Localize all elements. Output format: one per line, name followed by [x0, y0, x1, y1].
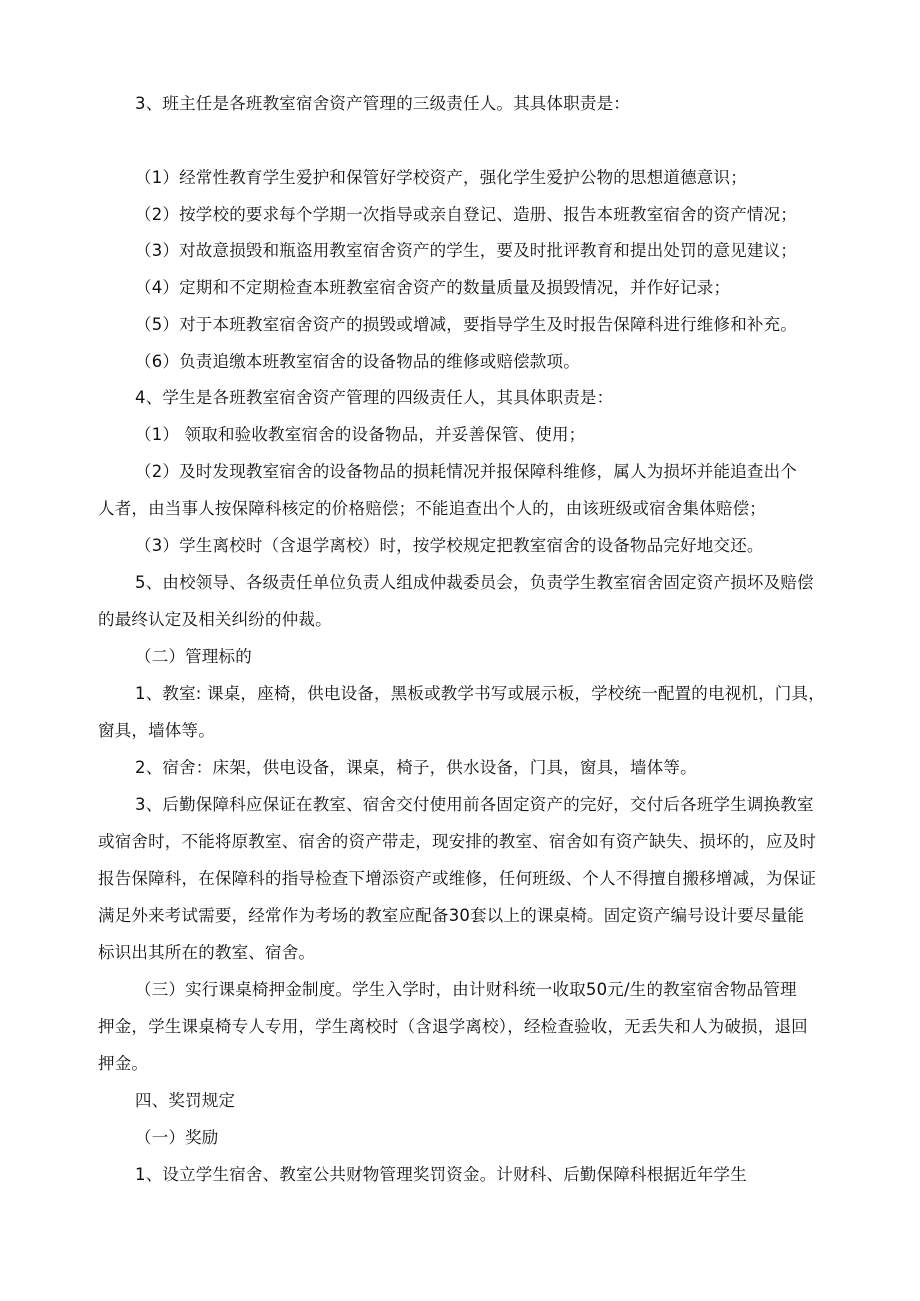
text-line: 或宿舍时，不能将原教室、宿舍的资产带走，现安排的教室、宿舍如有资产缺失、损坏的，应及时 — [98, 832, 817, 851]
text-line: 报告保障科，在保障科的指导检查下增添资产或维修，任何班级、个人不得擅自搬移增减，为保证 — [98, 869, 817, 888]
text-line: （2）按学校的要求每个学期一次指导或亲自登记、造册、报告本班教室宿舍的资产情况； — [135, 205, 797, 224]
text-line: 1、教室: 课桌，座椅，供电设备，黑板或教学书写或展示板，学校统一配置的电视机，门具， — [135, 684, 825, 703]
text-line: 押金，学生课桌椅专人专用，学生离校时（含退学离校），经检查验收，无丢失和人为破损，退回 — [98, 1017, 808, 1036]
text-line: （3）学生离校时（含退学离校）时，按学校规定把教室宿舍的设备物品完好地交还。 — [135, 536, 764, 555]
section-heading: 四、奖罚规定 — [135, 1091, 236, 1110]
text-line: 3、后勤保障科应保证在教室、宿舍交付使用前各固定资产的完好，交付后各班学生调换教室 — [135, 795, 814, 814]
text-line: （3）对故意损毁和瓶盗用教室宿舍资产的学生，要及时批评教育和提出处罚的意见建议； — [135, 241, 797, 260]
text-line: （2）及时发现教室宿舍的设备物品的损耗情况并报保障科维修，属人为损坏并能追查出个 — [135, 462, 797, 481]
text-line: 标识出其所在的教室、宿舍。 — [98, 943, 316, 962]
section-heading: （一）奖励 — [135, 1128, 219, 1147]
text-line: 5、由校领导、各级责任单位负责人组成仲裁委员会，负责学生教室宿舍固定资产损坏及赔偿 — [135, 573, 814, 592]
text-line: 2、宿舍：床架，供电设备，课桌，椅子，供水设备，门具，窗具，墙体等。 — [135, 758, 697, 777]
text-line: 1、设立学生宿舍、教室公共财物管理奖罚资金。计财科、后勤保障科根据近年学生 — [135, 1165, 747, 1184]
text-line: 押金。 — [98, 1054, 149, 1073]
text-line: （6）负责追缴本班教室宿舍的设备物品的维修或赔偿款项。 — [135, 352, 580, 371]
text-line: 窗具，墙体等。 — [98, 721, 215, 740]
text-line: （5）对于本班教室宿舍资产的损毁或增减，要指导学生及时报告保障科进行维修和补充。 — [135, 315, 797, 334]
text-line: 满足外来考试需要，经常作为考场的教室应配备30套以上的课桌椅。固定资产编号设计要尽量能 — [98, 906, 805, 925]
text-line: 3、班主任是各班教室宿舍资产管理的三级责任人。其具体职责是： — [135, 94, 630, 113]
text-line: （1）经常性教育学生爱护和保管好学校资产，强化学生爱护公物的思想道德意识； — [135, 168, 747, 187]
text-line: （1） 领取和验收教室宿舍的设备物品，并妥善保管、使用； — [135, 425, 586, 444]
text-line: 4、学生是各班教室宿舍资产管理的四级责任人，其具体职责是： — [135, 388, 614, 407]
text-line: 人者，由当事人按保障科核定的价格赔偿；不能追查出个人的，由该班级或宿舍集体赔偿； — [98, 499, 766, 518]
section-heading: （二）管理标的 — [135, 647, 252, 666]
text-line: （三）实行课桌椅押金制度。学生入学时，由计财科统一收取50元/生的教室宿舍物品管理 — [135, 980, 797, 999]
text-line: 的最终认定及相关纠纷的仲裁。 — [98, 610, 332, 629]
text-line: （4）定期和不定期检查本班教室宿舍资产的数量质量及损毁情况，并作好记录； — [135, 278, 731, 297]
